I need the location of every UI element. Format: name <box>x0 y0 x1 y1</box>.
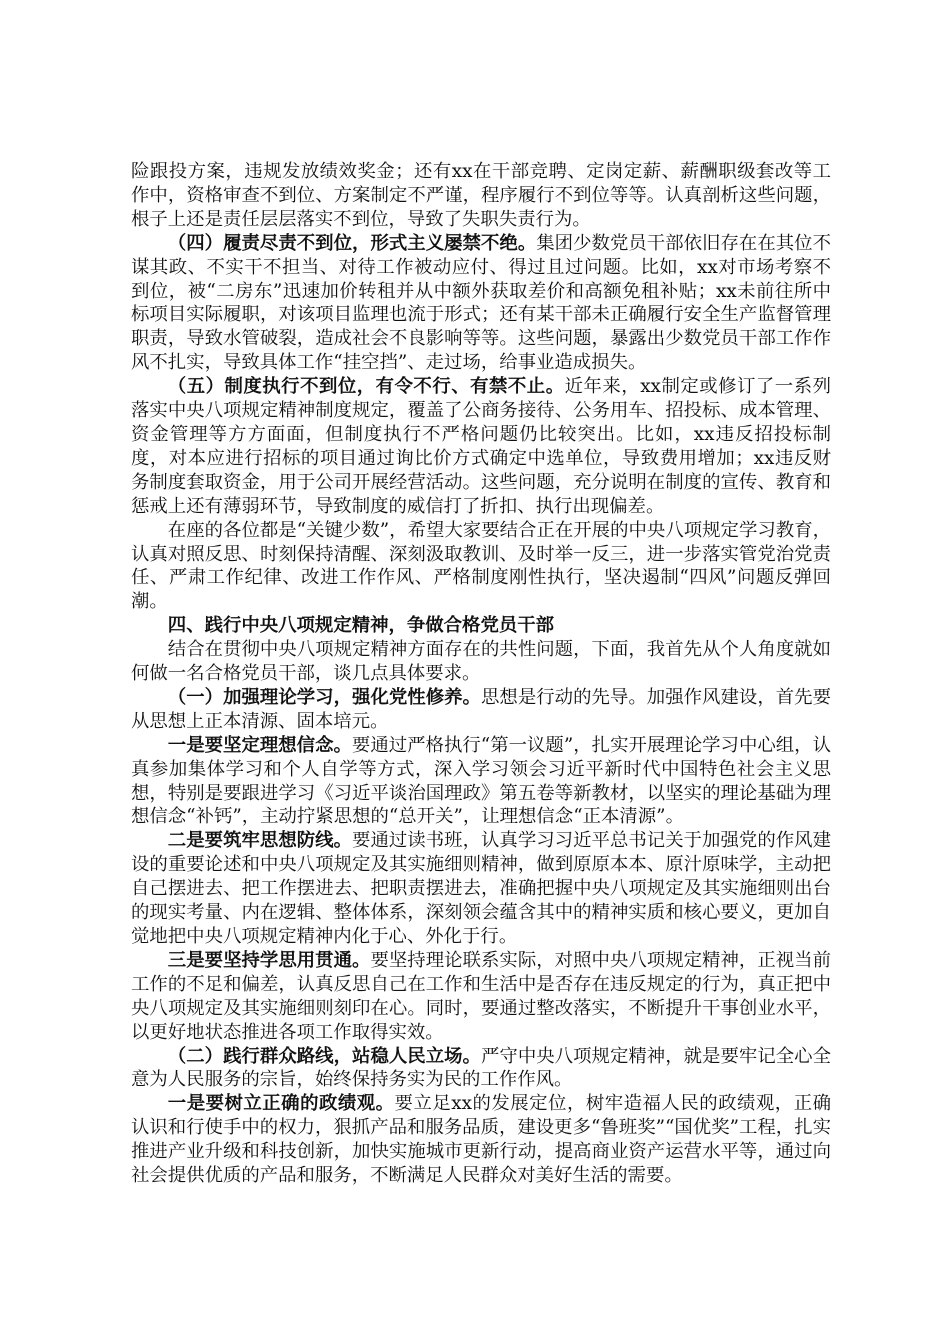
section-heading-4 <box>131 614 831 638</box>
paragraph-text: 险跟投方案，违规发放绩效奖金；还有xx在干部竞聘、定岗定薪、薪酬职级套改等工作中，资格审查不到位、方案制定不严谨，程序履行不到位等等。认真剖析这些问题，根子上还是责任层层落实不到位，导致了失职失责行为。 <box>131 161 831 230</box>
paragraph-text: 思想是行动的先导。加强作风建设，首先要从思想上正本清源、固本培元。 <box>131 686 831 732</box>
paragraph-heading: 一是要树立正确的政绩观。 <box>167 1093 395 1115</box>
document-page <box>131 160 831 1188</box>
paragraph-heading: 一是要坚定理想信念。 <box>167 734 352 756</box>
paragraph-point-1 <box>131 734 831 830</box>
paragraph-heading: 三是要坚持学思用贯通。 <box>167 949 371 971</box>
paragraph-text: 要坚持理论联系实际，对照中央八项规定精神，正视当前工作的不足和偏差，认真反思自己在工作和生活中是否存在违反规定的行为，真正把中央八项规定及其实施细则刻印在心。同时，要通过整改落实，不断提升干事创业水平，以更好地状态推进各项工作取得实效。 <box>131 949 831 1043</box>
paragraph-subsection-2 <box>131 1045 831 1093</box>
paragraph-text: 集团少数党员干部依旧存在在其位不谋其政、不实干不担当、对待工作被动应付、得过且过问题。比如，xx对市场考察不到位，被“二房东”迅速加价转租并从中额外获取差价和高额免租补贴；xx未前往所中标项目实际履职，对该项目监理也流于形式；还有某干部未正确履行安全生产监督管理职责，导致水管破裂，造成社会不良影响等等。这些问题，暴露出少数党员干部工作作风不扎实，导致具体工作“挂空挡”、走过场，给事业造成损失。 <box>131 232 831 374</box>
paragraph-heading: 二是要筑牢思想防线。 <box>167 830 353 852</box>
section-heading: 四、践行中央八项规定精神，争做合格党员干部 <box>167 615 555 637</box>
paragraph-summary <box>131 519 831 615</box>
paragraph-point-2 <box>131 829 831 949</box>
paragraph-text: 在座的各位都是“关键少数”，希望大家要结合正在开展的中央八项规定学习教育，认真对照反思、时刻保持清醒、深刻汲取教训、及时举一反三，进一步落实管党治党责任、严肃工作纪律、改进工作作风、严格制度刚性执行，坚决遏制“四风”问题反弹回潮。 <box>131 519 831 613</box>
paragraph-text: 近年来，xx制定或修订了一系列落实中央八项规定精神制度规定，覆盖了公商务接待、公务用车、招投标、成本管理、资金管理等方方面面，但制度执行不严格问题仍比较突出。比如，xx违反招投标制度，对本应进行招标的项目通过询比价方式确定中选单位，导致费用增加；xx违反财务制度套取资金，用于公司开展经营活动。这些问题，充分说明在制度的宣传、教育和惩戒上还有薄弱环节，导致制度的威信打了折扣、执行出现偏差。 <box>131 376 831 517</box>
paragraph-continuation <box>131 160 831 232</box>
paragraph-heading: （四）履责尽责不到位，形式主义屡禁不绝。 <box>167 232 537 254</box>
paragraph-point-1b <box>131 1092 831 1188</box>
paragraph-subsection-1 <box>131 686 831 734</box>
paragraph-text: 要通过严格执行“第一议题”，扎实开展理论学习中心组，认真参加集体学习和个人自学等方式，深入学习领会习近平新时代中国特色社会主义思想，特别是要跟进学习《习近平谈治国理政》第五卷等新教材，以坚实的理论基础为理想信念“补钙”，主动拧紧思想的“总开关”，让理想信念“正本清源”。 <box>131 734 831 828</box>
paragraph-section-5 <box>131 375 831 518</box>
paragraph-text: 结合在贯彻中央八项规定精神方面存在的共性问题，下面，我首先从个人角度就如何做一名合格党员干部，谈几点具体要求。 <box>131 639 831 685</box>
paragraph-point-3 <box>131 949 831 1045</box>
paragraph-section-4 <box>131 232 831 375</box>
paragraph-text: 要通过读书班，认真学习习近平总书记关于加强党的作风建设的重要论述和中央八项规定及其实施细则精神，做到原原本本、原汁原味学，主动把自己摆进去、把工作摆进去、把职责摆进去，准确把握中央八项规定及其实施细则出台的现实考量、内在逻辑、整体体系，深刻领会蕴含其中的精神实质和核心要义，更加自觉地把中央八项规定精神内化于心、外化于行。 <box>131 830 831 947</box>
paragraph-text: 要立足xx的发展定位，树牢造福人民的政绩观，正确认识和行使手中的权力，狠抓产品和服务品质，建设更多“鲁班奖”“国优奖”工程，扎实推进产业升级和科技创新，加快实施城市更新行动，提高商业资产运营水平等，通过向社会提供优质的产品和服务，不断满足人民群众对美好生活的需要。 <box>131 1093 831 1187</box>
paragraph-heading: （一）加强理论学习，强化党性修养。 <box>167 686 481 708</box>
paragraph-intro <box>131 638 831 686</box>
paragraph-heading: （五）制度执行不到位，有令不行、有禁不止。 <box>167 376 565 398</box>
paragraph-text: 严守中央八项规定精神，就是要牢记全心全意为人民服务的宗旨，始终保持务实为民的工作作风。 <box>131 1045 831 1091</box>
paragraph-heading: （二）践行群众路线，站稳人民立场。 <box>167 1045 481 1067</box>
